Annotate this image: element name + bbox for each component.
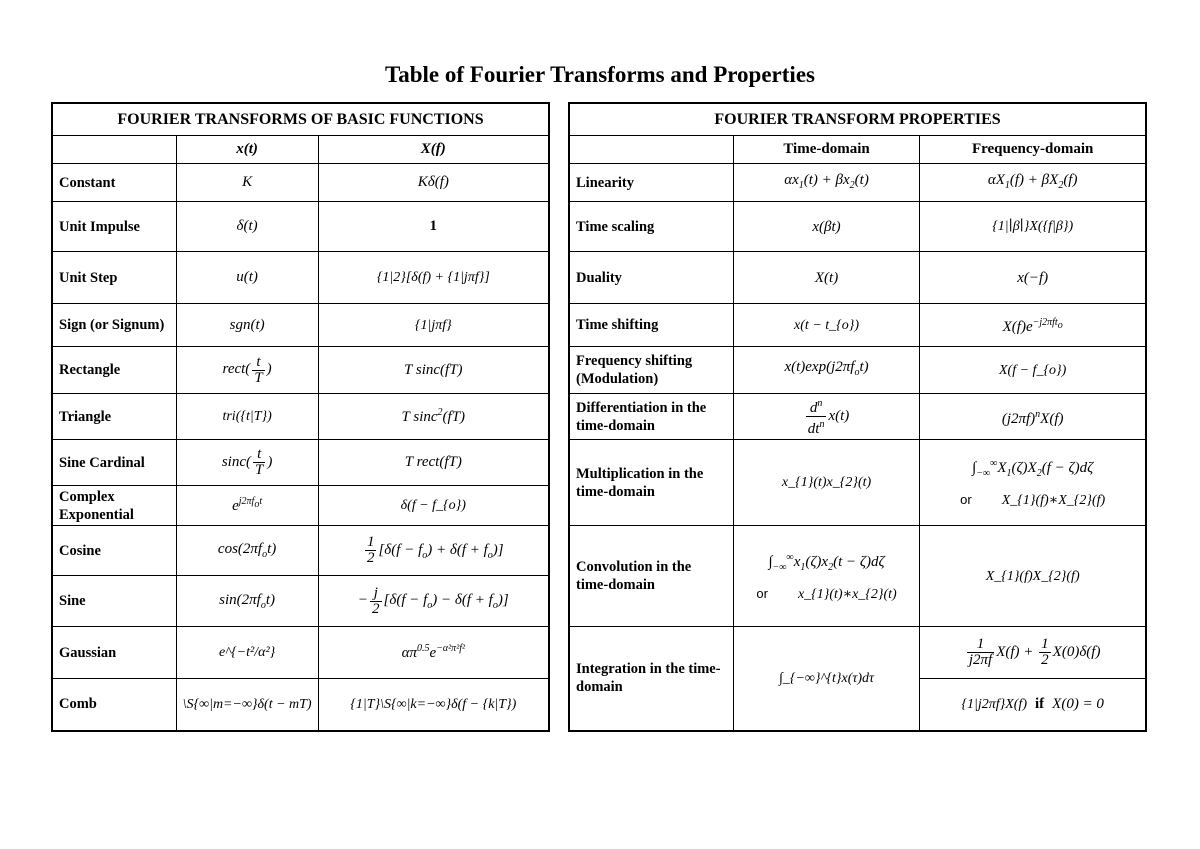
time-expression: X(t): [814, 269, 839, 286]
property-name: Frequency shifting (Modulation): [569, 347, 733, 394]
fourier-transform: 1: [429, 218, 438, 234]
transform-properties-table: [568, 102, 1147, 732]
function-name: Triangle: [52, 394, 176, 440]
or-label: or: [960, 492, 972, 507]
time-expression: x(t − t_{o}): [794, 317, 860, 333]
or-label: or: [756, 585, 768, 601]
column-header-time: Time-domain: [733, 136, 920, 164]
column-header-x: x(t): [176, 136, 318, 164]
time-function-cell: [176, 394, 318, 440]
frequency-expression: x(−f): [1017, 269, 1049, 286]
function-name: Rectangle: [52, 347, 176, 394]
time-function: sgn(t): [229, 316, 265, 333]
time-function: rect( $\frac{t}{T}$ ): [222, 353, 272, 386]
time-function: \S{∞|m=−∞}δ(t − mT): [182, 696, 312, 712]
property-name: Time shifting: [569, 304, 733, 347]
time-domain-cell: [733, 526, 920, 627]
time-function-cell: [176, 526, 318, 576]
fourier-transform-cell: [318, 440, 549, 486]
time-function: $\sin(2\pi f_ot)$: [219, 591, 276, 611]
property-name: Convolution in the time-domain: [569, 526, 733, 627]
time-domain-cell: [733, 394, 920, 440]
if-label: if: [1034, 695, 1045, 712]
time-function-cell: [176, 679, 318, 731]
table-row: [52, 164, 549, 202]
fourier-transform-cell: [318, 486, 549, 526]
time-domain-cell: [733, 347, 920, 394]
table-row: [569, 394, 1146, 440]
property-name: Integration in the time-domain: [569, 627, 733, 731]
frequency-expression: $\frac{1}{j2\pi f}$ X(f) + $\frac{1}{2}$ X(0)δ(f): [968, 636, 1101, 668]
table-row: [52, 347, 549, 394]
function-name: Constant: [52, 164, 176, 202]
fourier-transform-cell: [318, 252, 549, 304]
table-row: [52, 252, 549, 304]
function-name: Comb: [52, 679, 176, 731]
empty-header-cell: [52, 136, 176, 164]
frequency-expression: X(f − f_{o}): [999, 362, 1067, 378]
function-name: Sine Cardinal: [52, 440, 176, 486]
table-row: [52, 440, 549, 486]
fourier-transform: {1|2}[δ(f) + {1|jπf}]: [376, 270, 490, 285]
fourier-transform: T sinc(fT): [404, 361, 463, 378]
frequency-expression: $\int_{-\infty}^\infty X_1(\zeta)X_2(f - \zeta)d\zeta$: [972, 458, 1094, 479]
fourier-transform-cell: [318, 679, 549, 731]
frequency-domain-cell: [920, 347, 1146, 394]
time-domain-cell: [733, 627, 920, 731]
time-expression: ∫_{−∞}^{t}x(τ)dτ: [779, 670, 875, 686]
table-row: [569, 526, 1146, 627]
time-domain-cell: [733, 252, 920, 304]
fourier-transform-cell: [318, 347, 549, 394]
time-function-cell: [176, 627, 318, 679]
empty-header-cell: [569, 136, 733, 164]
fourier-transform-cell: [318, 202, 549, 252]
time-domain-cell: [733, 440, 920, 526]
table-row: [569, 627, 1146, 679]
property-name: Duality: [569, 252, 733, 304]
fourier-transform: Kδ(f): [417, 174, 449, 190]
time-expression: $\alpha x_1(t) + \beta x_2(t)$: [784, 171, 869, 191]
table-row: [569, 252, 1146, 304]
time-expression: $x(t)\exp(j2\pi f_ot)$: [784, 359, 869, 378]
frequency-expression-alt-formula: {1|j2πf}X(f): [961, 696, 1027, 712]
frequency-domain-cell: [920, 252, 1146, 304]
time-function-cell: [176, 347, 318, 394]
time-function-cell: [176, 440, 318, 486]
table-row: [569, 304, 1146, 347]
table-row: [569, 164, 1146, 202]
fourier-transform: T rect(fT): [404, 454, 462, 470]
table-row: [52, 627, 549, 679]
property-name: Linearity: [569, 164, 733, 202]
time-function-cell: [176, 252, 318, 304]
frequency-expression-alt: [920, 679, 1146, 731]
time-function: e^{−t²/α²}: [218, 645, 276, 660]
fourier-transform: {1|jπf}: [414, 317, 452, 333]
time-function-cell: [176, 576, 318, 627]
fourier-transform-cell: [318, 627, 549, 679]
column-header-frequency: Frequency-domain: [920, 136, 1146, 164]
time-function: $e^{j2\pi f_ot}$: [232, 496, 263, 514]
table-row: [52, 486, 549, 526]
function-name: Cosine: [52, 526, 176, 576]
function-name: Gaussian: [52, 627, 176, 679]
function-name: Sign (or Signum): [52, 304, 176, 347]
frequency-domain-cell: [920, 202, 1146, 252]
fourier-transform: − $\frac{j}{2}$ $[\delta(f - f_o) - \delta(f + f_o)]$: [357, 584, 509, 617]
table-row: [52, 304, 549, 347]
frequency-expression-alt: X_{1}(f)∗X_{2}(f): [1001, 493, 1106, 508]
time-function-cell: [176, 202, 318, 252]
time-domain-cell: [733, 164, 920, 202]
time-function: K: [242, 174, 253, 190]
fourier-transform-cell: [318, 526, 549, 576]
time-function-cell: [176, 486, 318, 526]
function-name: Unit Impulse: [52, 202, 176, 252]
fourier-transform-cell: [318, 576, 549, 627]
function-name: Sine: [52, 576, 176, 627]
property-name: Time scaling: [569, 202, 733, 252]
time-domain-cell: [733, 304, 920, 347]
property-name: Differentiation in the time-domain: [569, 394, 733, 440]
time-function: δ(t): [236, 218, 258, 234]
column-header-X: X(f): [318, 136, 549, 164]
table-row: [52, 202, 549, 252]
time-function: sinc( $\frac{t}{T}$ ): [221, 446, 273, 478]
fourier-transform: $\frac{1}{2}$ $[\delta(f - f_o) + \delta(f + f_o)]$: [366, 534, 504, 566]
time-domain-cell: [733, 202, 920, 252]
time-expression: $\frac{d^n}{dt^n}$ x(t): [807, 398, 850, 437]
table-row: [52, 394, 549, 440]
table-row: [569, 347, 1146, 394]
fourier-transform-cell: [318, 164, 549, 202]
table-header: FOURIER TRANSFORMS OF BASIC FUNCTIONS: [52, 103, 549, 136]
frequency-expression: $X(f)e^{-j2\pi ft_o}$: [1002, 317, 1063, 335]
condition: X(0) = 0: [1052, 695, 1104, 712]
time-expression: x(βt): [812, 218, 841, 235]
fourier-transform: {1|T}\S{∞|k=−∞}δ(f − {k|T}): [350, 696, 517, 712]
time-expression: x_{1}(t)x_{2}(t): [781, 475, 872, 490]
frequency-expression: X_{1}(f)X_{2}(f): [985, 568, 1080, 584]
table-row: [52, 526, 549, 576]
property-name: Multiplication in the time-domain: [569, 440, 733, 526]
fourier-transform: δ(f − f_{o}): [400, 498, 466, 513]
frequency-domain-cell: [920, 394, 1146, 440]
frequency-domain-cell: [920, 304, 1146, 347]
frequency-domain-cell: [920, 440, 1146, 526]
frequency-expression: $\alpha X_1(f) + \beta X_2(f)$: [987, 171, 1078, 191]
page-title: Table of Fourier Transforms and Properties: [385, 62, 815, 87]
table-header: FOURIER TRANSFORM PROPERTIES: [569, 103, 1146, 136]
table-row: [52, 576, 549, 627]
function-name: Unit Step: [52, 252, 176, 304]
time-function: $\cos(2\pi f_ot)$: [217, 541, 277, 560]
frequency-expression: {1|∣β∣}X({f|β}): [992, 219, 1074, 234]
frequency-domain-cell: [920, 526, 1146, 627]
fourier-transform-cell: [318, 304, 549, 347]
table-row: [569, 440, 1146, 526]
basic-transforms-table: [51, 102, 550, 732]
time-expression: $\int_{-\infty}^\infty x_1(\zeta)x_2(t - \zeta)d\zeta$: [768, 551, 885, 573]
table-row: [52, 679, 549, 731]
fourier-transform: $\alpha\pi^{0.5}e^{-\alpha^2\pi^2f^2}$: [401, 643, 465, 661]
frequency-expression: $(j2\pi f)^nX(f)$: [1001, 408, 1064, 427]
time-function-cell: [176, 164, 318, 202]
time-expression-alt: x_{1}(t)∗x_{2}(t): [797, 586, 897, 602]
time-function: u(t): [236, 269, 258, 285]
fourier-transform: T sinc$^2$(fT): [401, 407, 466, 425]
time-function-cell: [176, 304, 318, 347]
table-row: [569, 202, 1146, 252]
frequency-domain-cell: [920, 164, 1146, 202]
function-name: Complex Exponential: [52, 486, 176, 526]
frequency-domain-cell: [920, 627, 1146, 679]
fourier-transform-cell: [318, 394, 549, 440]
time-function: tri({t|T}): [222, 409, 272, 424]
